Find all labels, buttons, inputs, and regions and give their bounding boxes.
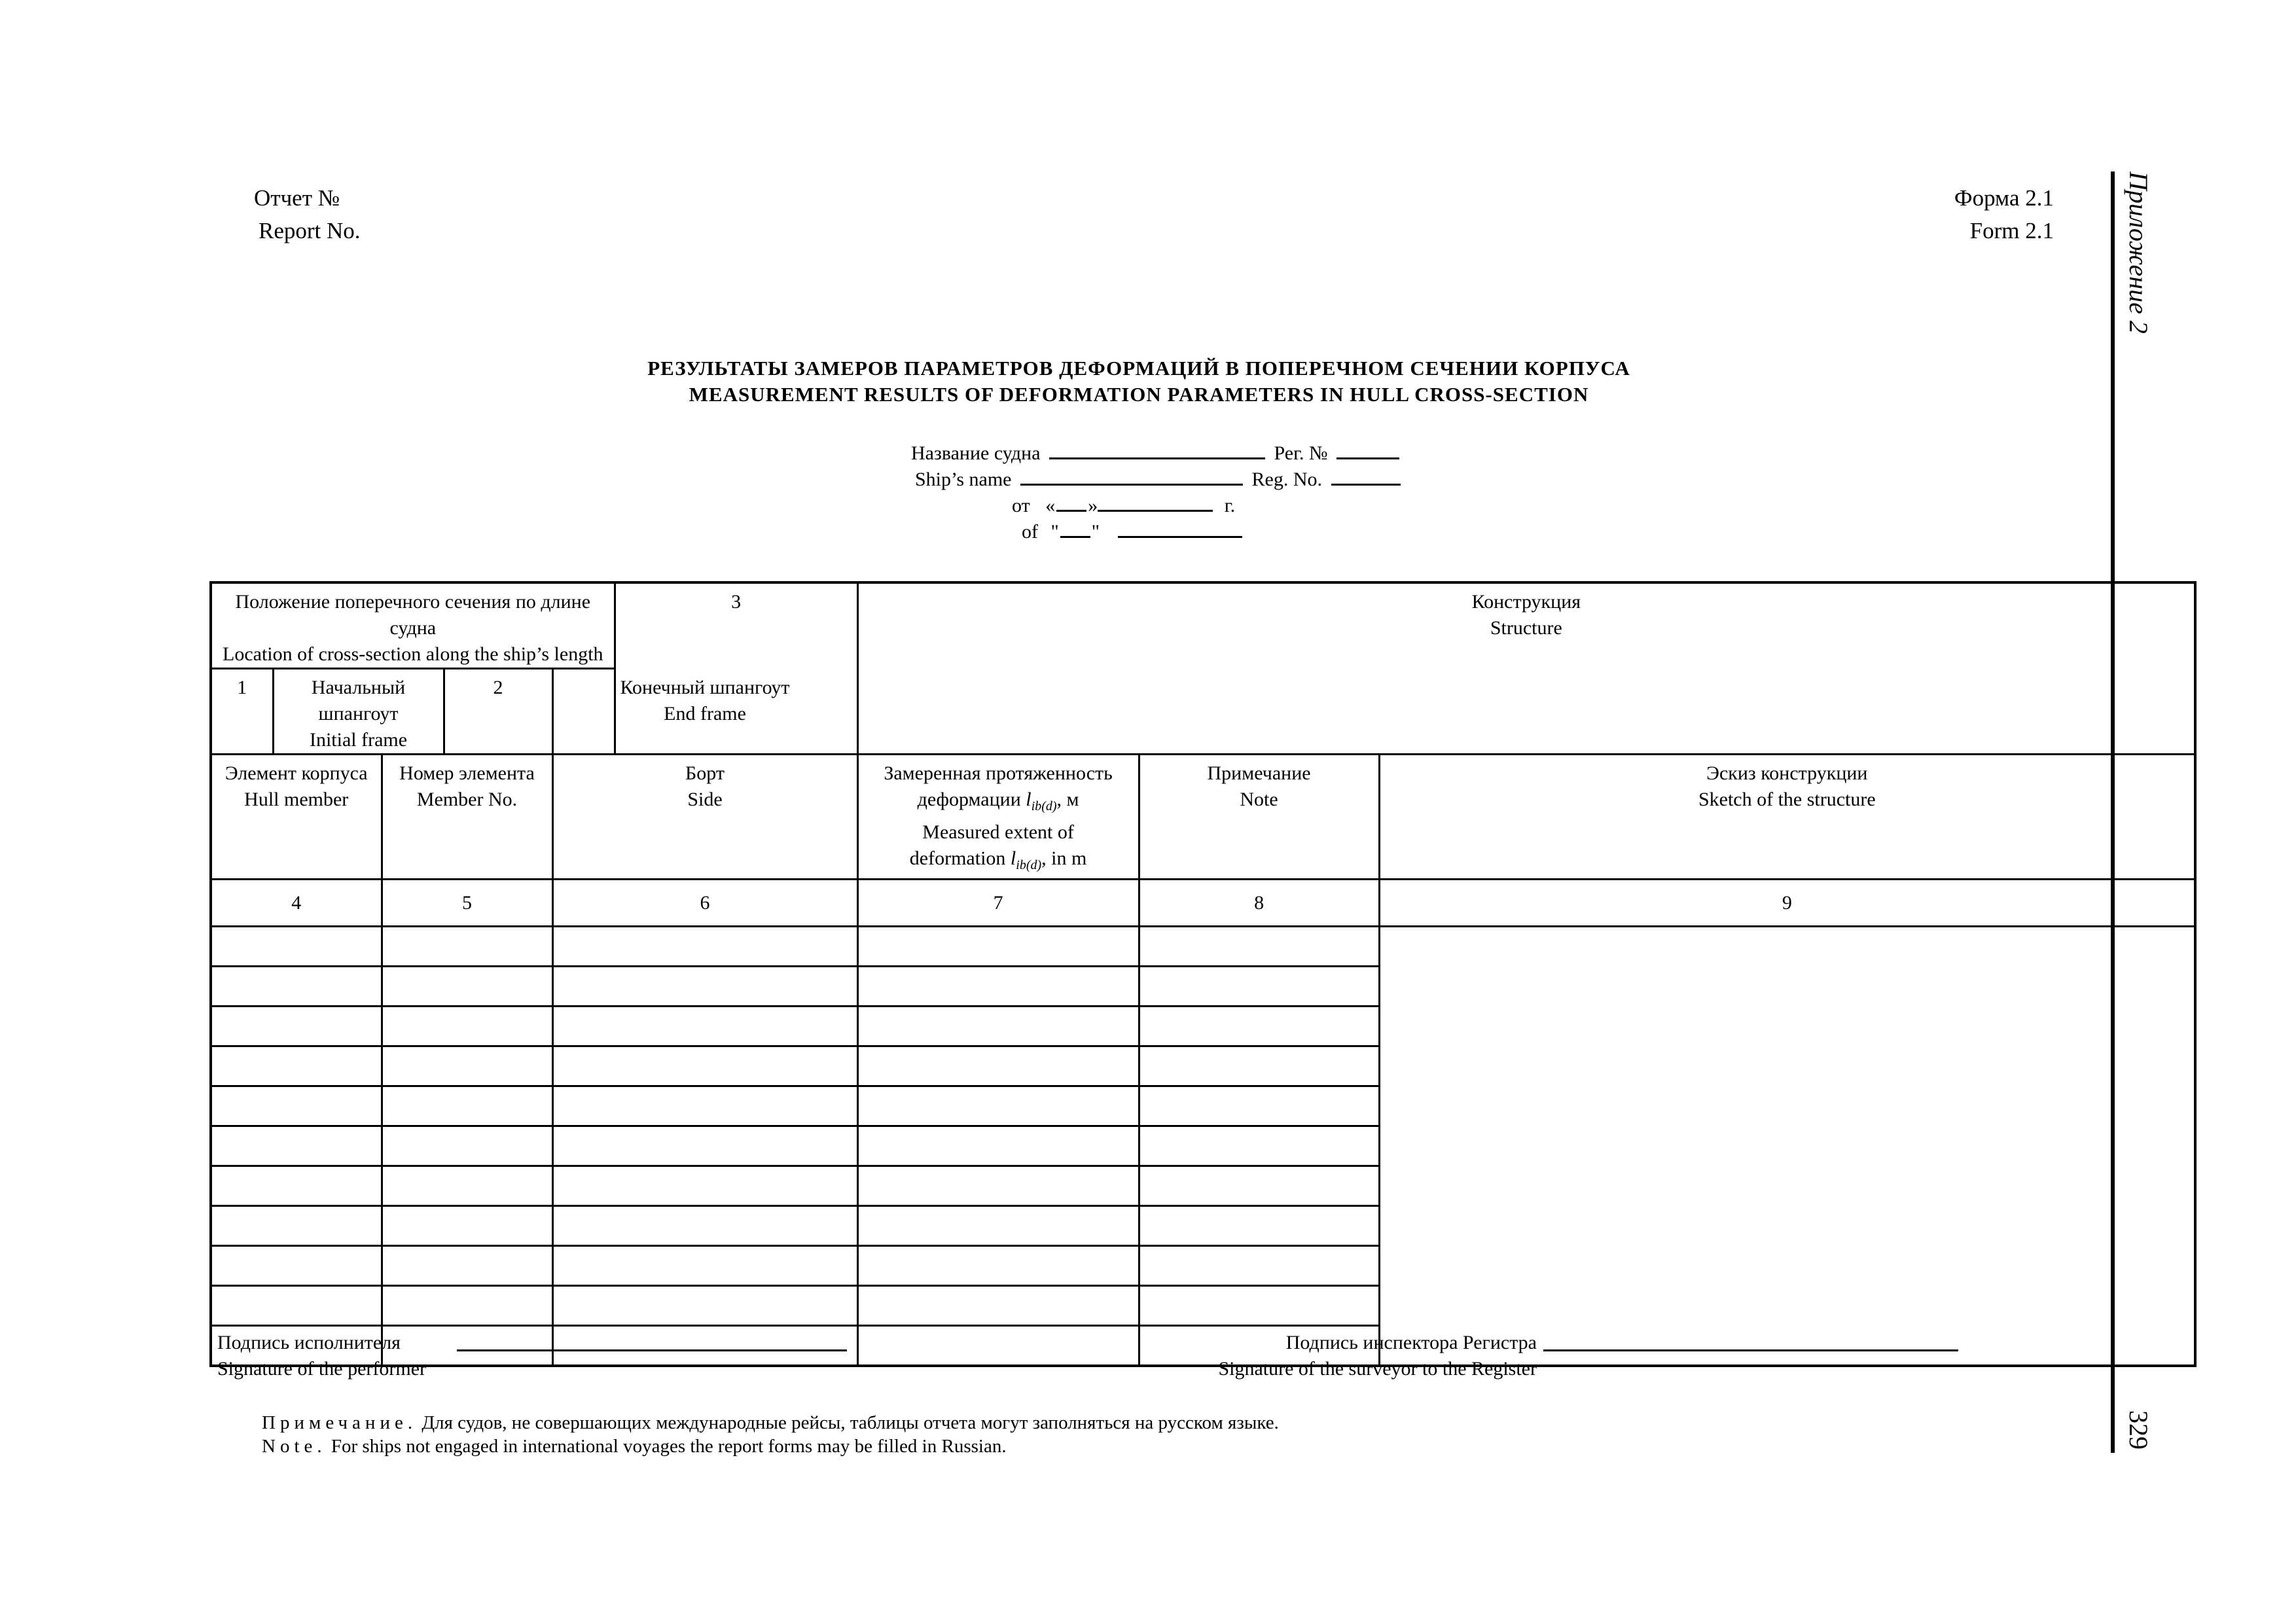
note-cell[interactable]: [1139, 1246, 1379, 1286]
hull-member-cell[interactable]: [211, 1126, 382, 1166]
measured-extent-cell[interactable]: [857, 1126, 1139, 1166]
col8-number: 8: [1139, 880, 1379, 927]
measured-ru-line2: деформации $l_{ib(d)}$, м: [917, 789, 1079, 813]
performer-label-ru: Подпись исполнителя: [217, 1332, 401, 1353]
col4-number: 4: [211, 880, 382, 927]
column-number-row: [211, 880, 2195, 927]
location-en: Location of cross-section along the ship’s length: [223, 643, 603, 665]
note-cell[interactable]: [1139, 927, 1379, 967]
member-no-cell[interactable]: [382, 967, 552, 1007]
hull-member-cell[interactable]: [211, 1246, 382, 1286]
measured-extent-cell[interactable]: [857, 967, 1139, 1007]
note-en: [262, 1435, 1007, 1458]
ship-name-line-en[interactable]: [1020, 467, 1243, 486]
member-no-cell[interactable]: [382, 1126, 552, 1166]
side-cell[interactable]: [552, 1326, 857, 1366]
structure-header: [857, 582, 2195, 755]
measured-extent-cell[interactable]: [857, 1046, 1139, 1086]
ship-name-label-en: Ship’s name: [915, 469, 1012, 490]
side-cell[interactable]: [552, 927, 857, 967]
measured-extent-cell[interactable]: [857, 927, 1139, 967]
side-cell[interactable]: [552, 1046, 857, 1086]
hull-member-cell[interactable]: [211, 927, 382, 967]
side-header: [552, 755, 857, 880]
side-cell[interactable]: [552, 1206, 857, 1246]
member-no-cell[interactable]: [382, 1007, 552, 1046]
reg-label-ru: Рег. №: [1274, 442, 1328, 464]
note-en: Note: [1240, 789, 1278, 810]
member-no-cell[interactable]: [382, 1286, 552, 1326]
location-ru: Положение поперечного сечения по длине судна: [235, 591, 591, 639]
note-cell[interactable]: [1139, 1286, 1379, 1326]
performer-signature: [217, 1330, 426, 1382]
date-row-ru: [1012, 493, 1235, 517]
measured-extent-cell[interactable]: [857, 1286, 1139, 1326]
reg-line[interactable]: [1336, 440, 1399, 459]
title-en: MEASUREMENT RESULTS OF DEFORMATION PARAMETERS IN HULL CROSS-SECTION: [689, 383, 1589, 406]
day-line-en[interactable]: [1060, 519, 1090, 538]
member-no-header: [382, 755, 552, 880]
member-no-en: Member No.: [416, 789, 518, 810]
performer-signature-line[interactable]: [457, 1349, 847, 1351]
hull-member-header: [211, 755, 382, 880]
side-cell[interactable]: [552, 1166, 857, 1206]
title-ru: РЕЗУЛЬТАТЫ ЗАМЕРОВ ПАРАМЕТРОВ ДЕФОРМАЦИЙ В ПОПЕРЕЧНОМ СЕЧЕНИИ КОРПУСА: [647, 357, 1630, 380]
month-line-en[interactable]: [1118, 519, 1242, 538]
measured-ru-line1: Замеренная протяженность: [884, 762, 1113, 784]
form-number-en: Form 2.1: [1969, 218, 2054, 243]
note-cell[interactable]: [1139, 1086, 1379, 1126]
measured-en-line1: Measured extent of: [922, 821, 1074, 843]
note-en-label: Note.: [262, 1436, 327, 1457]
note-cell[interactable]: [1139, 1007, 1379, 1046]
surveyor-signature: [1218, 1330, 1537, 1382]
measured-extent-cell[interactable]: [857, 1246, 1139, 1286]
sketch-header: [1379, 755, 2195, 880]
col2-number: 2: [444, 669, 552, 755]
end-frame-en: End frame: [664, 703, 746, 724]
col6-number: 6: [552, 880, 857, 927]
side-cell[interactable]: [552, 1286, 857, 1326]
report-number-ru: Отчет №: [254, 185, 340, 211]
report-number-en: Report No.: [259, 218, 361, 243]
member-no-cell[interactable]: [382, 927, 552, 967]
month-line[interactable]: [1098, 493, 1213, 512]
ship-name-row-ru: [911, 440, 1403, 465]
side-ru: Борт: [685, 762, 725, 784]
col5-number: 5: [382, 880, 552, 927]
ship-name-row-en: [915, 467, 1405, 491]
measured-extent-cell[interactable]: [857, 1166, 1139, 1206]
year-label-ru: г.: [1224, 495, 1236, 516]
side-cell[interactable]: [552, 1126, 857, 1166]
member-no-cell[interactable]: [382, 1046, 552, 1086]
form-number-ru: Форма 2.1: [1954, 185, 2054, 211]
from-label-ru: от: [1012, 495, 1030, 516]
ship-name-line[interactable]: [1049, 440, 1265, 459]
side-cell[interactable]: [552, 967, 857, 1007]
date-row-en: [1022, 519, 1242, 543]
measured-en-line2: deformation $l_{ib(d)}$, in m: [909, 847, 1087, 872]
reg-label-en: Reg. No.: [1251, 469, 1322, 490]
hull-member-cell[interactable]: [211, 1046, 382, 1086]
note-cell[interactable]: [1139, 1126, 1379, 1166]
surveyor-signature-line[interactable]: [1543, 1349, 1958, 1351]
note-header: [1139, 755, 1379, 880]
reg-line-en[interactable]: [1331, 467, 1401, 486]
initial-frame-en: Initial frame: [309, 729, 408, 751]
measured-extent-cell[interactable]: [857, 1086, 1139, 1126]
end-frame-ru: Конечный шпангоут: [620, 677, 790, 698]
note-ru: Примечание: [1207, 762, 1311, 784]
sketch-en: Sketch of the structure: [1698, 789, 1876, 810]
member-no-cell[interactable]: [382, 1246, 552, 1286]
hull-member-cell[interactable]: [211, 967, 382, 1007]
side-cell[interactable]: [552, 1086, 857, 1126]
measured-extent-cell[interactable]: [857, 1206, 1139, 1246]
note-cell[interactable]: [1139, 1166, 1379, 1206]
page-number: 329: [2124, 1410, 2153, 1450]
side-cell[interactable]: [552, 1246, 857, 1286]
note-ru-text: Для судов, не совершающих международные рейсы, таблицы отчета могут заполняться на русском языке.: [422, 1412, 1279, 1433]
hull-member-cell[interactable]: [211, 1166, 382, 1206]
member-no-cell[interactable]: [382, 1086, 552, 1126]
performer-label-en: Signature of the performer: [217, 1358, 427, 1380]
measured-extent-cell[interactable]: [857, 1326, 1139, 1366]
of-label-en: of: [1022, 521, 1038, 543]
member-no-cell[interactable]: [382, 1166, 552, 1206]
side-en: Side: [687, 789, 723, 810]
sketch-ru: Эскиз конструкции: [1706, 762, 1868, 784]
note-ru: [262, 1411, 1279, 1435]
note-cell[interactable]: [1139, 967, 1379, 1007]
initial-frame-header: [273, 669, 444, 755]
open-quote-ru: «: [1045, 495, 1056, 516]
surveyor-label-en: Signature of the surveyor to the Register: [1218, 1358, 1537, 1380]
col9-number: 9: [1379, 880, 2195, 927]
structure-en: Structure: [1490, 617, 1562, 639]
ship-name-label-ru: Название судна: [911, 442, 1041, 464]
member-no-cell[interactable]: [382, 1206, 552, 1246]
surveyor-label-ru: Подпись инспектора Регистра: [1285, 1332, 1537, 1353]
measurement-table: [209, 581, 2197, 1367]
close-quote-ru: »: [1088, 495, 1098, 516]
measured-extent-header: [857, 755, 1139, 880]
sketch-area[interactable]: [1379, 927, 2195, 1366]
member-no-ru: Номер элемента: [399, 762, 535, 784]
initial-frame-ru: Начальный шпангоут: [311, 677, 406, 724]
end-frame-header: [552, 669, 857, 755]
col7-number: 7: [857, 880, 1139, 927]
measured-extent-cell[interactable]: [857, 1007, 1139, 1046]
col3-number: 3: [615, 582, 857, 755]
note-en-text: For ships not engaged in international voyages the report forms may be filled in Russian.: [331, 1436, 1007, 1457]
close-quote-en: ": [1091, 521, 1100, 543]
appendix-label: Приложение 2: [2124, 171, 2153, 334]
table-row: [211, 927, 2195, 967]
hull-member-cell[interactable]: [211, 1007, 382, 1046]
hull-member-cell[interactable]: [211, 1206, 382, 1246]
side-cell[interactable]: [552, 1007, 857, 1046]
note-cell[interactable]: [1139, 1046, 1379, 1086]
hull-member-ru: Элемент корпуса: [224, 762, 368, 784]
col1-number: 1: [211, 669, 273, 755]
note-ru-label: Примечание.: [262, 1412, 418, 1433]
note-cell[interactable]: [1139, 1206, 1379, 1246]
hull-member-cell[interactable]: [211, 1086, 382, 1126]
structure-ru: Конструкция: [1471, 591, 1581, 613]
hull-member-cell[interactable]: [211, 1286, 382, 1326]
location-header: [211, 582, 615, 669]
hull-member-en: Hull member: [244, 789, 349, 810]
open-quote-en: ": [1050, 521, 1059, 543]
day-line[interactable]: [1056, 493, 1086, 512]
